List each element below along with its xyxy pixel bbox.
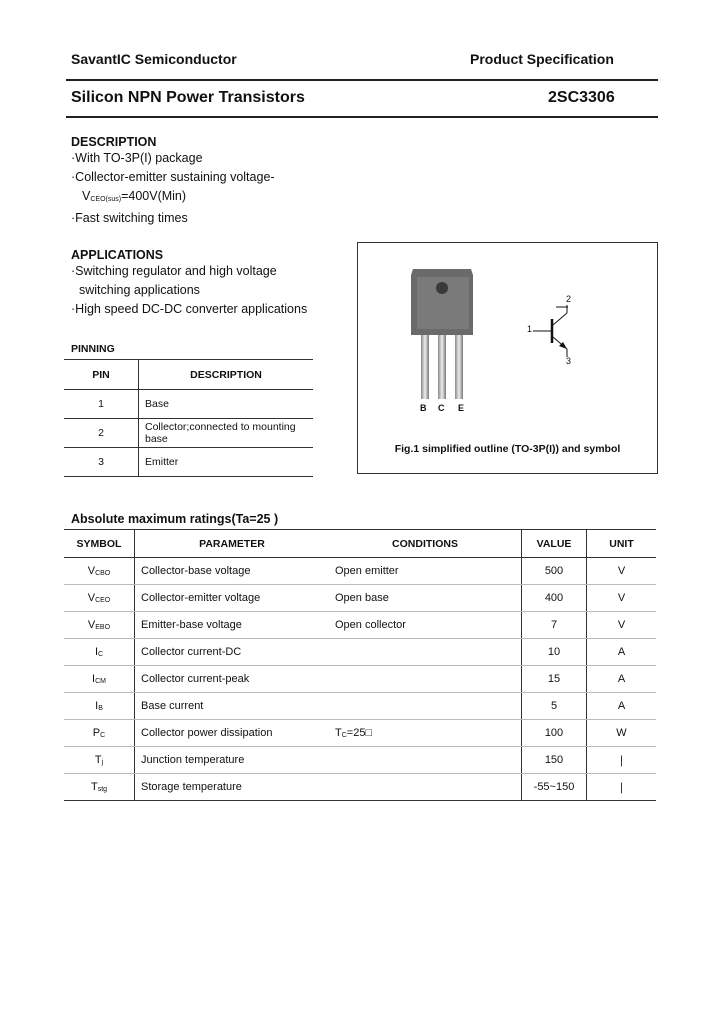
unit-col-header: UNIT: [587, 530, 657, 558]
figure-box: [357, 242, 658, 474]
desc-col-header: DESCRIPTION: [139, 360, 314, 390]
company-name: SavantIC Semiconductor: [71, 51, 237, 67]
pin-description: Emitter: [139, 448, 314, 477]
pin-label-e: E: [458, 403, 465, 413]
mounting-hole: [436, 282, 448, 294]
rating-unit: V: [587, 558, 657, 585]
rating-parameter: Storage temperature: [135, 774, 330, 801]
pin-number: 1: [64, 390, 139, 419]
table-row: [64, 390, 313, 419]
rating-value: 400: [522, 585, 587, 612]
rating-parameter: Collector-emitter voltage: [135, 585, 330, 612]
description-item: ·Fast switching times: [71, 211, 188, 225]
rating-parameter: Emitter-base voltage: [135, 612, 330, 639]
table-row: [64, 419, 313, 448]
applications-heading: APPLICATIONS: [71, 248, 164, 262]
pin-label-b: B: [420, 403, 427, 413]
rating-symbol: $I_C$: [64, 639, 135, 666]
product-line: Silicon NPN Power Transistors: [71, 89, 305, 106]
rating-symbol: $P_C$: [64, 720, 135, 747]
rating-parameter: Base current: [135, 693, 330, 720]
rating-conditions: Open emitter: [329, 558, 522, 585]
table-row: [64, 693, 656, 720]
conditions-col-header: CONDITIONS: [329, 530, 522, 558]
symbol-col-header: SYMBOL: [64, 530, 135, 558]
table-row: [64, 612, 656, 639]
symbol-pin-3: 3: [566, 356, 572, 366]
rating-value: 100: [522, 720, 587, 747]
rating-unit: ∣: [587, 774, 657, 801]
rating-symbol: $T_{stg}$: [64, 774, 135, 801]
rating-value: 7: [522, 612, 587, 639]
symbol-pin-1: 1: [527, 324, 533, 334]
symbol-collector-line: [553, 313, 567, 325]
pin-number: 3: [64, 448, 139, 477]
rating-value: 15: [522, 666, 587, 693]
rating-conditions: [329, 693, 522, 720]
part-number: 2SC3306: [548, 89, 615, 106]
rating-symbol: $V_{CBO}$: [64, 558, 135, 585]
rating-conditions: [329, 639, 522, 666]
lead-collector: [438, 333, 446, 399]
lead-base: [421, 333, 429, 399]
symbol-pin-2: 2: [566, 294, 572, 304]
ratings-table: [64, 529, 656, 801]
pin-col-header: PIN: [64, 360, 139, 390]
rating-symbol: $V_{EBO}$: [64, 612, 135, 639]
table-row: [64, 774, 656, 801]
rating-conditions: [329, 774, 522, 801]
rating-conditions: Open collector: [329, 612, 522, 639]
rating-parameter: Collector-base voltage: [135, 558, 330, 585]
pin-description: Base: [139, 390, 314, 419]
doc-type: Product Specification: [470, 51, 614, 67]
rating-value: 500: [522, 558, 587, 585]
description-section: [71, 135, 341, 228]
rating-value: 150: [522, 747, 587, 774]
pinning-heading: PINNING: [71, 343, 115, 355]
title-rule: [66, 116, 658, 118]
rating-unit: W: [587, 720, 657, 747]
rating-conditions: [329, 747, 522, 774]
lead-emitter: [455, 333, 463, 399]
table-row: [64, 747, 656, 774]
rating-parameter: Collector power dissipation: [135, 720, 330, 747]
table-row: [64, 639, 656, 666]
description-heading: DESCRIPTION: [71, 135, 157, 149]
rating-unit: V: [587, 585, 657, 612]
application-item: ·Switching regulator and high voltage: [71, 264, 277, 278]
rating-unit: A: [587, 666, 657, 693]
application-item: ·High speed DC-DC converter applications: [71, 302, 308, 316]
rating-symbol: $V_{CEO}$: [64, 585, 135, 612]
vceo-spec: $V_{CEO(sus)}=400V(Min)$: [82, 189, 187, 203]
rating-unit: A: [587, 639, 657, 666]
pin-label-c: C: [438, 403, 445, 413]
application-item: switching applications: [79, 283, 200, 297]
rating-symbol: $I_B$: [64, 693, 135, 720]
table-row: [64, 585, 656, 612]
value-col-header: VALUE: [522, 530, 587, 558]
applications-section: [71, 248, 351, 319]
table-row: [64, 666, 656, 693]
pinning-header-row: [64, 360, 313, 390]
table-row: [64, 448, 313, 477]
rating-value: 5: [522, 693, 587, 720]
header-rule: [66, 79, 658, 81]
rating-conditions: $T_C=25□$: [329, 720, 522, 747]
rating-unit: A: [587, 693, 657, 720]
table-row: [64, 558, 656, 585]
rating-value: -55~150: [522, 774, 587, 801]
table-row: [64, 720, 656, 747]
parameter-col-header: PARAMETER: [135, 530, 330, 558]
pinning-table: [64, 359, 313, 477]
rating-symbol: $T_j$: [64, 747, 135, 774]
figure-caption: Fig.1 simplified outline (TO-3P(I)) and symbol: [394, 443, 621, 455]
rating-symbol: $I_{CM}$: [64, 666, 135, 693]
rating-conditions: [329, 666, 522, 693]
rating-parameter: Junction temperature: [135, 747, 330, 774]
rating-unit: ∣: [587, 747, 657, 774]
description-item: ·With TO-3P(I) package: [71, 151, 203, 165]
rating-unit: V: [587, 612, 657, 639]
rating-value: 10: [522, 639, 587, 666]
ratings-header-row: [64, 530, 656, 558]
rating-parameter: Collector current-peak: [135, 666, 330, 693]
package-outline-image: [358, 243, 657, 473]
rating-parameter: Collector current-DC: [135, 639, 330, 666]
description-item: ·Collector-emitter sustaining voltage-: [71, 170, 275, 184]
pin-description: Collector;connected to mounting base: [139, 419, 314, 448]
rating-conditions: Open base: [329, 585, 522, 612]
ratings-heading: Absolute maximum ratings(Ta=25 ): [71, 512, 279, 526]
pin-number: 2: [64, 419, 139, 448]
